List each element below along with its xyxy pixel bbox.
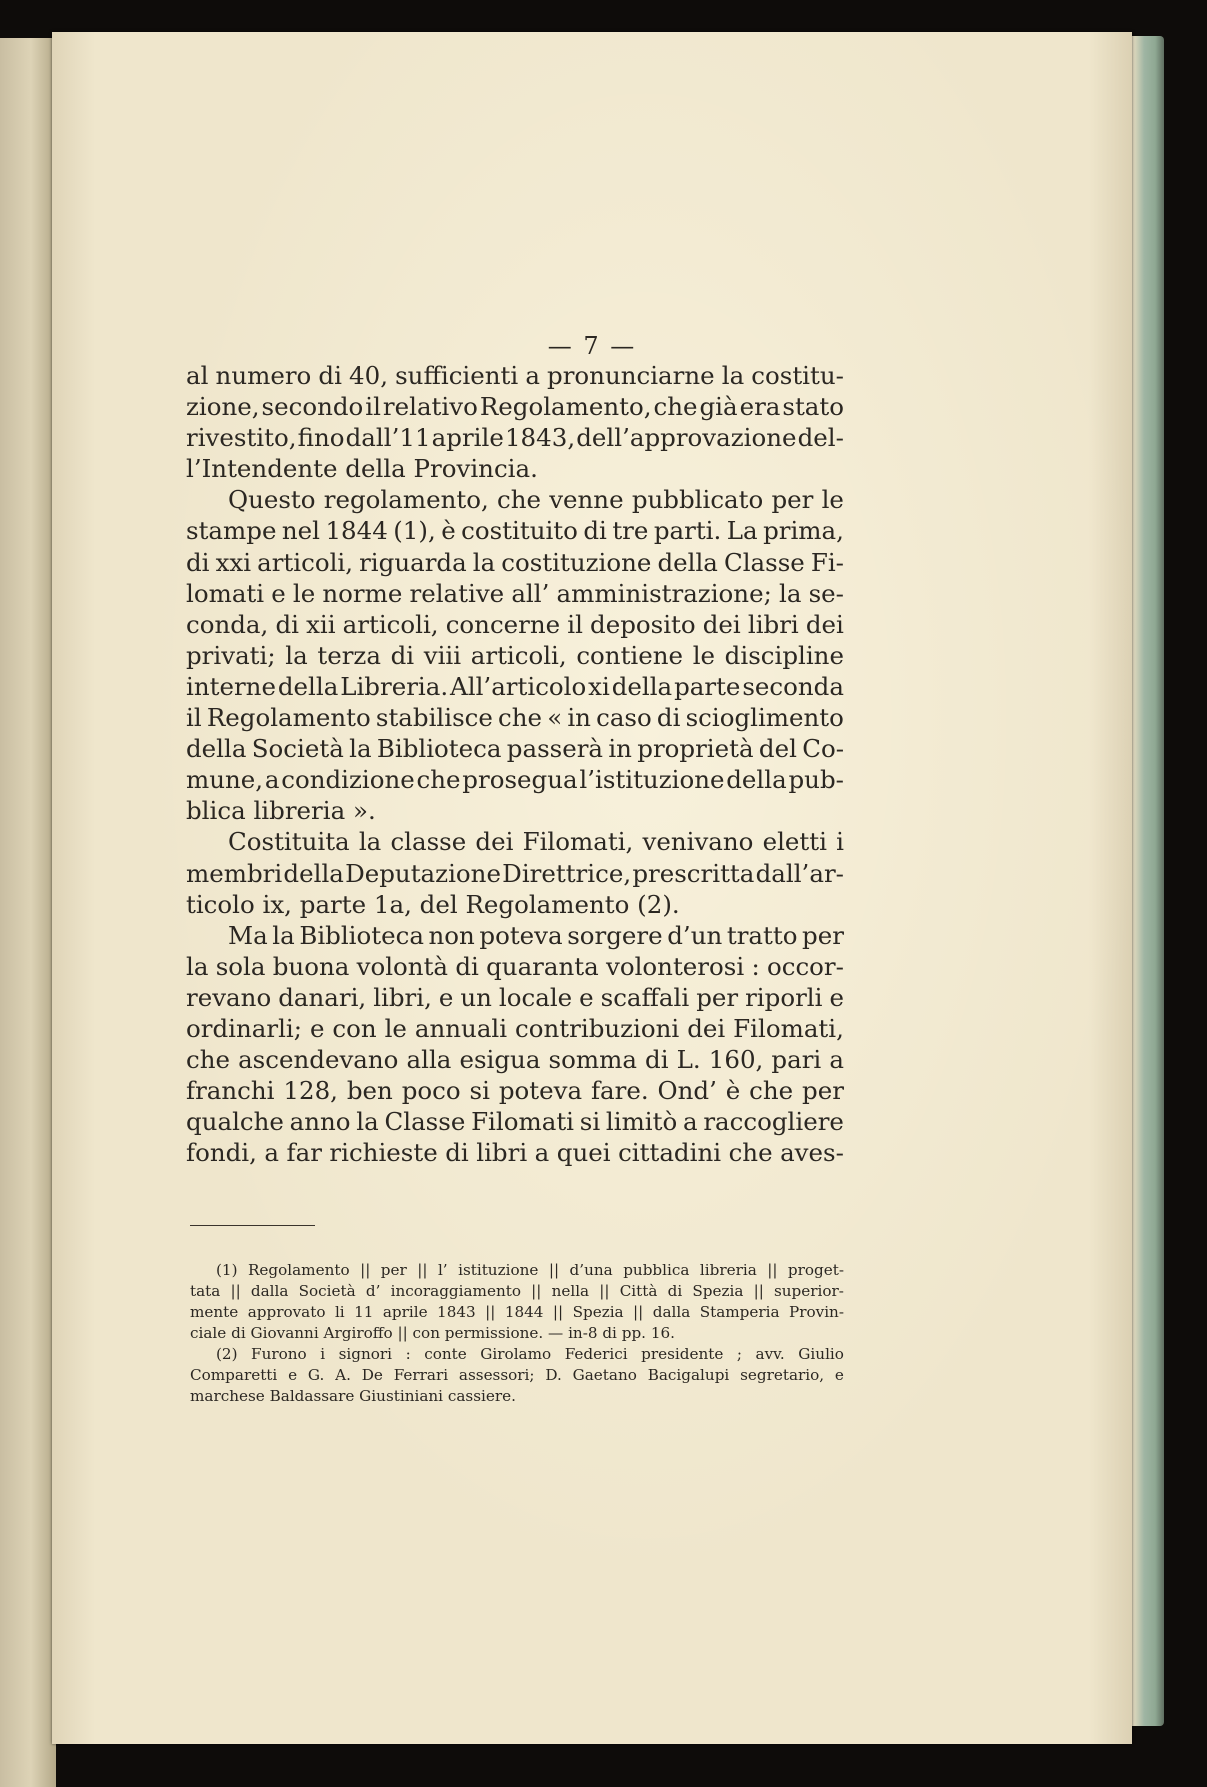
body-text [186, 360, 844, 1168]
text-line: interne della Libreria. All’articolo xi della parte seconda [186, 671, 844, 701]
text-line: la sola buona volontà di quaranta volonterosi : occor- [186, 951, 844, 981]
text-line: stampe nel 1844 (1), è costituito di tre parti. La prima, [186, 516, 844, 546]
text-line: che ascendevano alla esigua somma di L. 160, pari a [186, 1045, 844, 1075]
text-line: qualche anno la Classe Filomati si limitò a raccogliere [186, 1107, 844, 1137]
footnote-line: tata || dalla Società d’ incoraggiamento || nella || Città di Spezia || superior- [190, 1282, 844, 1300]
footnote-line: (1) Regolamento || per || l’ istituzione || d’una pubblica libreria || proget- [216, 1261, 844, 1279]
text-line: membri della Deputazione Direttrice, prescritta dall’ar- [186, 858, 844, 888]
text-line: di xxi articoli, riguarda la costituzione della Classe Fi- [186, 547, 844, 577]
text-line: Costituita la classe dei Filomati, venivano eletti i [228, 827, 844, 857]
text-line: l’Intendente della Provincia. [186, 454, 538, 484]
text-line: il Regolamento stabilisce che « in caso di scioglimento [186, 703, 844, 733]
footnote-line: Comparetti e G. A. De Ferrari assessori; D. Gaetano Bacigalupi segretario, e [190, 1366, 844, 1384]
footnote-line: (2) Furono i signori : conte Girolamo Federici presidente ; avv. Giulio [216, 1345, 844, 1363]
text-line: fondi, a far richieste di libri a quei cittadini che aves- [186, 1138, 844, 1168]
footnote-line: mente approvato li 11 aprile 1843 || 1844 || Spezia || dalla Stamperia Provin- [190, 1303, 844, 1321]
text-line: ordinarli; e con le annuali contribuzioni dei Filomati, [186, 1013, 844, 1043]
footnote-line: ciale di Giovanni Argiroffo || con permissione. — in-8 di pp. 16. [190, 1324, 675, 1342]
left-page-edge [0, 38, 56, 1787]
text-line: blica libreria ». [186, 796, 376, 826]
footnote-line: marchese Baldassare Giustiniani cassiere. [190, 1387, 516, 1405]
text-line: ticolo ix, parte 1a, del Regolamento (2). [186, 889, 680, 919]
text-line: al numero di 40, sufficienti a pronunciarne la costitu- [186, 361, 844, 390]
page-number: — 7 — [547, 332, 637, 360]
footnote-separator [190, 1225, 315, 1226]
footnotes [190, 1260, 844, 1407]
text-line: Ma la Biblioteca non poteva sorgere d’un tratto per [228, 920, 844, 950]
text-line: della Società la Biblioteca passerà in proprietà del Co- [186, 734, 844, 764]
text-line: privati; la terza di viii articoli, contiene le discipline [186, 640, 844, 670]
text-line: Questo regolamento, che venne pubblicato per le [228, 485, 844, 515]
text-line: conda, di xii articoli, concerne il deposito dei libri dei [186, 609, 844, 639]
text-line: revano danari, libri, e un locale e scaffali per riporli e [186, 982, 844, 1012]
text-line: franchi 128, ben poco si poteva fare. Ond’ è che per [186, 1076, 844, 1106]
text-line: lomati e le norme relative all’ amministrazione; la se- [186, 578, 844, 608]
text-line: mune, a condizione che prosegua l’istituzione della pub- [186, 765, 844, 795]
text-line: zione, secondo il relativo Regolamento, che già era stato [186, 392, 844, 422]
text-line: rivestito, fino dall’11 aprile 1843, dell’approvazione del- [186, 423, 844, 453]
